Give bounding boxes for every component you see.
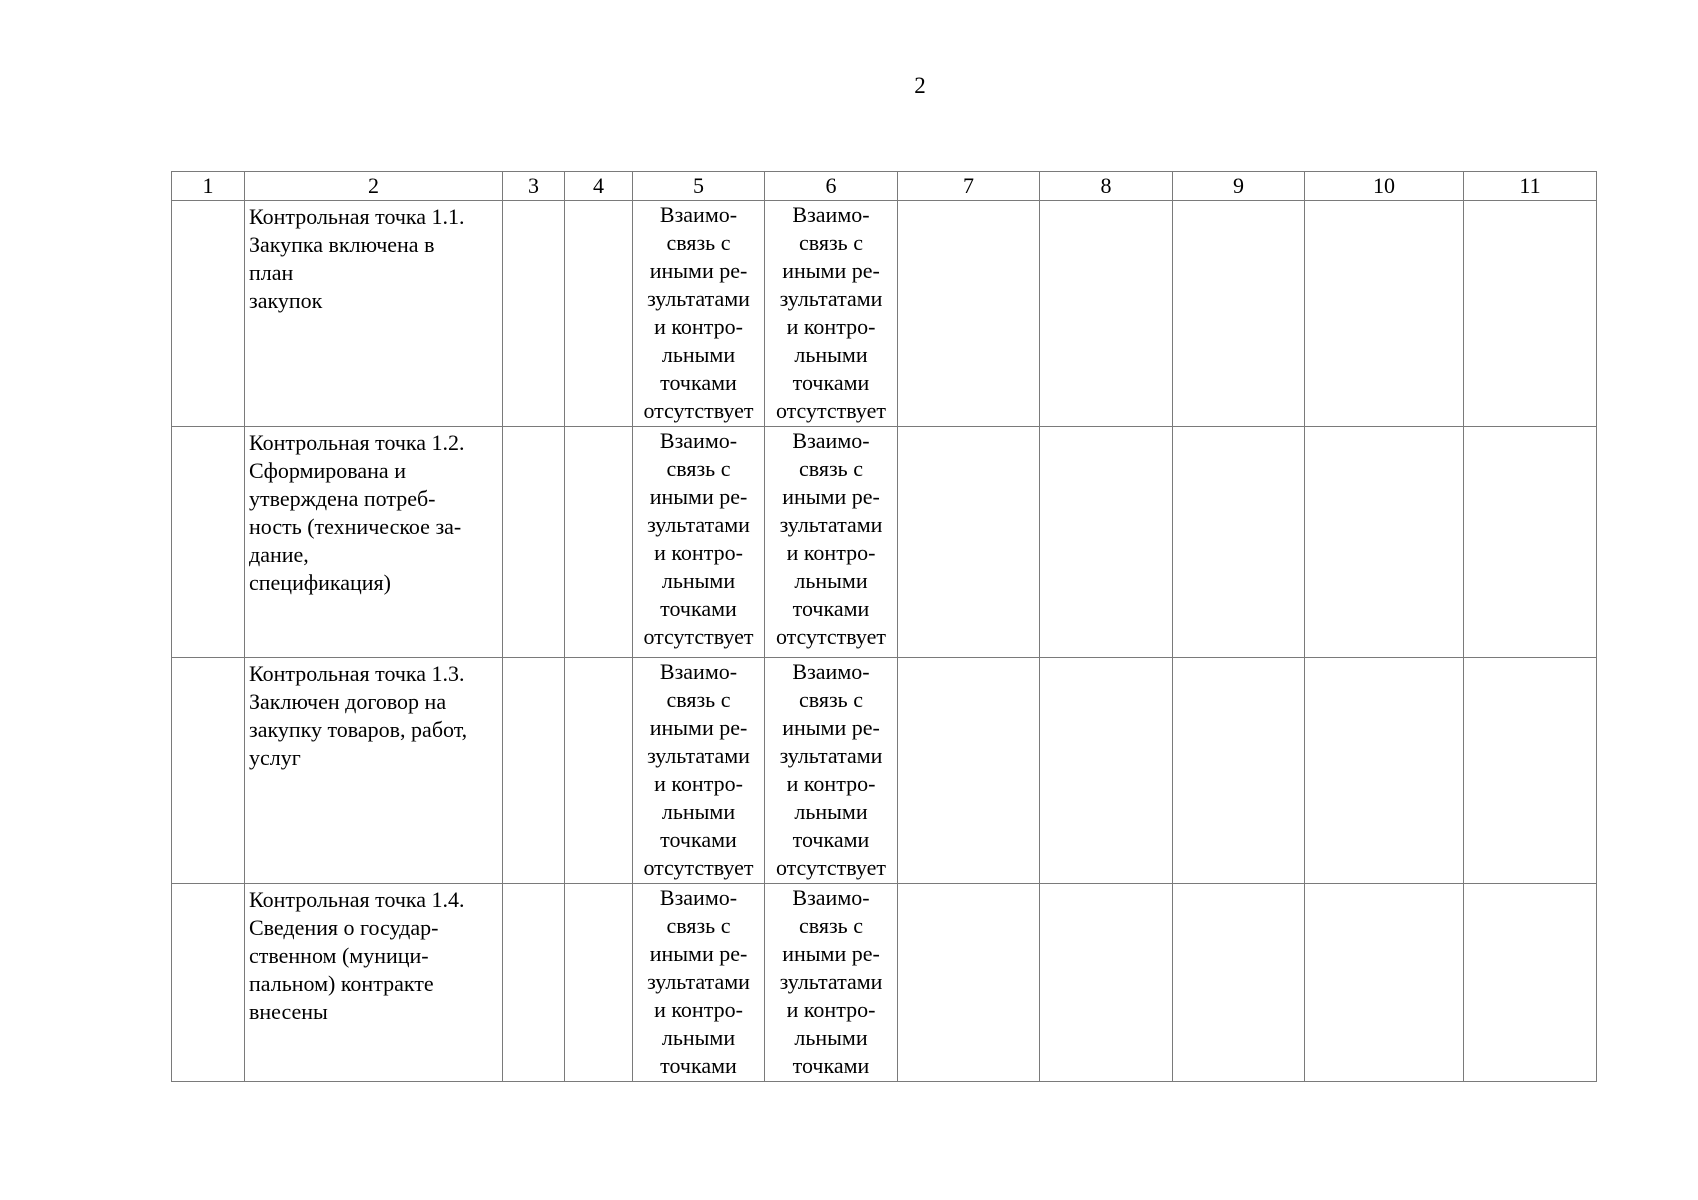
text-line: и контро- (786, 771, 876, 796)
text-line: Контрольная точка 1.3. (249, 661, 465, 686)
table-row (172, 201, 1597, 427)
text-line: иными ре- (649, 484, 748, 509)
table-cell (172, 427, 245, 658)
text-line: точками (660, 827, 737, 852)
text-line: Взаимо- (792, 428, 870, 453)
text-line: услуг (249, 745, 301, 770)
text-line: утверждена потреб- (249, 486, 436, 511)
relationship-cell (633, 884, 765, 1082)
table-cell (1464, 201, 1597, 427)
text-line: зультатами (647, 286, 750, 311)
table-cell (898, 884, 1040, 1082)
text-line: спецификация) (249, 570, 391, 595)
text-line: иными ре- (782, 258, 880, 283)
text-line: зультатами (647, 969, 750, 994)
text-line: зультатами (779, 286, 883, 311)
column-header: 8 (1040, 172, 1173, 201)
table-cell (172, 201, 245, 427)
relationship-cell (765, 427, 898, 658)
text-line: льными (661, 342, 736, 367)
text-line: иными ре- (649, 715, 748, 740)
table-cell (565, 658, 633, 884)
text-line: закупку товаров, работ, (249, 717, 468, 742)
text-line: связь с (666, 456, 731, 481)
text-line: иными ре- (649, 941, 748, 966)
text-line: льными (661, 799, 736, 824)
table-cell (1173, 201, 1305, 427)
table-cell (1173, 884, 1305, 1082)
control-point-description (245, 201, 503, 427)
text-line: льными (794, 568, 868, 593)
table-row (172, 427, 1597, 658)
text-line: иными ре- (782, 715, 880, 740)
text-line: ность (техническое за- (249, 514, 462, 539)
text-line: зультатами (779, 969, 883, 994)
column-header: 1 (172, 172, 245, 201)
text-line: льными (794, 1025, 868, 1050)
text-line: и контро- (654, 314, 743, 339)
table-cell (172, 658, 245, 884)
text-line: точками (660, 1053, 737, 1078)
text-line: Взаимо- (659, 428, 738, 453)
column-header: 7 (898, 172, 1040, 201)
text-line: связь с (666, 913, 731, 938)
text-line: план (249, 260, 294, 285)
table-cell (503, 201, 565, 427)
text-line: точками (660, 596, 737, 621)
text-line: ственном (муници- (249, 943, 429, 968)
table-cell (1464, 658, 1597, 884)
column-header: 2 (245, 172, 503, 201)
text-line: отсутствует (775, 624, 887, 649)
text-line: Контрольная точка 1.1. (249, 204, 465, 229)
column-number-header-row (172, 172, 1597, 201)
table-cell (503, 427, 565, 658)
text-line: Сведения о государ- (249, 915, 439, 940)
table-cell (1040, 884, 1173, 1082)
text-line: точками (792, 370, 870, 395)
table-cell (1464, 884, 1597, 1082)
relationship-cell (765, 884, 898, 1082)
text-line: Взаимо- (792, 202, 870, 227)
text-line: Взаимо- (792, 885, 870, 910)
text-line: связь с (799, 687, 863, 712)
text-line: льными (661, 1025, 736, 1050)
column-header: 5 (633, 172, 765, 201)
text-line: Взаимо- (659, 659, 738, 684)
text-line: отсутствует (643, 624, 754, 649)
table-cell (565, 884, 633, 1082)
relationship-cell (765, 201, 898, 427)
text-line: связь с (799, 230, 863, 255)
page-number: 2 (914, 73, 926, 98)
text-line: и контро- (654, 771, 743, 796)
relationship-cell (633, 427, 765, 658)
control-point-description (245, 658, 503, 884)
text-line: связь с (799, 456, 863, 481)
text-line: отсутствует (775, 398, 887, 423)
column-header: 3 (503, 172, 565, 201)
text-line: закупок (249, 288, 323, 313)
control-points-table (171, 171, 1597, 1082)
text-line: точками (792, 1053, 870, 1078)
text-line: точками (792, 596, 870, 621)
text-line: Сформирована и (249, 458, 406, 483)
control-point-description (245, 884, 503, 1082)
text-line: и контро- (786, 314, 876, 339)
text-line: Контрольная точка 1.4. (249, 887, 465, 912)
text-line: отсутствует (643, 398, 754, 423)
control-point-description (245, 427, 503, 658)
text-line: иными ре- (782, 941, 880, 966)
column-header: 11 (1464, 172, 1597, 201)
text-line: точками (660, 370, 737, 395)
table-cell (565, 427, 633, 658)
column-header: 6 (765, 172, 898, 201)
relationship-cell (765, 658, 898, 884)
table-cell (1305, 427, 1464, 658)
text-line: отсутствует (643, 855, 754, 880)
table-cell (1305, 658, 1464, 884)
text-line: внесены (249, 999, 328, 1024)
text-line: пальном) контракте (249, 971, 434, 996)
relationship-cell (633, 201, 765, 427)
text-line: Закупка включена в (249, 232, 435, 257)
text-line: и контро- (786, 997, 876, 1022)
text-line: зультатами (779, 512, 883, 537)
text-line: иными ре- (782, 484, 880, 509)
text-line: Заключен договор на (249, 689, 447, 714)
relationship-cell (633, 658, 765, 884)
text-line: точками (792, 827, 870, 852)
text-line: связь с (666, 230, 731, 255)
text-line: Взаимо- (792, 659, 870, 684)
text-line: дание, (249, 542, 309, 567)
text-line: зультатами (779, 743, 883, 768)
column-header: 4 (565, 172, 633, 201)
table-cell (898, 201, 1040, 427)
text-line: Контрольная точка 1.2. (249, 430, 465, 455)
text-line: Взаимо- (659, 202, 738, 227)
text-line: иными ре- (649, 258, 748, 283)
table-cell (503, 884, 565, 1082)
table-cell (1173, 658, 1305, 884)
column-header: 10 (1305, 172, 1464, 201)
text-line: связь с (799, 913, 863, 938)
table-cell (1040, 201, 1173, 427)
column-header: 9 (1173, 172, 1305, 201)
table-cell (1305, 201, 1464, 427)
text-line: зультатами (647, 512, 750, 537)
table-row (172, 884, 1597, 1082)
table-cell (898, 658, 1040, 884)
table-cell (565, 201, 633, 427)
table-cell (1040, 427, 1173, 658)
table-cell (1305, 884, 1464, 1082)
table-cell (898, 427, 1040, 658)
table-row (172, 658, 1597, 884)
table-cell (1040, 658, 1173, 884)
text-line: и контро- (654, 540, 743, 565)
table-cell (503, 658, 565, 884)
text-line: отсутствует (775, 855, 887, 880)
text-line: и контро- (654, 997, 743, 1022)
text-line: зультатами (647, 743, 750, 768)
text-line: льными (794, 342, 868, 367)
table-cell (1464, 427, 1597, 658)
text-line: Взаимо- (659, 885, 738, 910)
table-cell (172, 884, 245, 1082)
text-line: льными (794, 799, 868, 824)
text-line: связь с (666, 687, 731, 712)
text-line: и контро- (786, 540, 876, 565)
text-line: льными (661, 568, 736, 593)
table-cell (1173, 427, 1305, 658)
